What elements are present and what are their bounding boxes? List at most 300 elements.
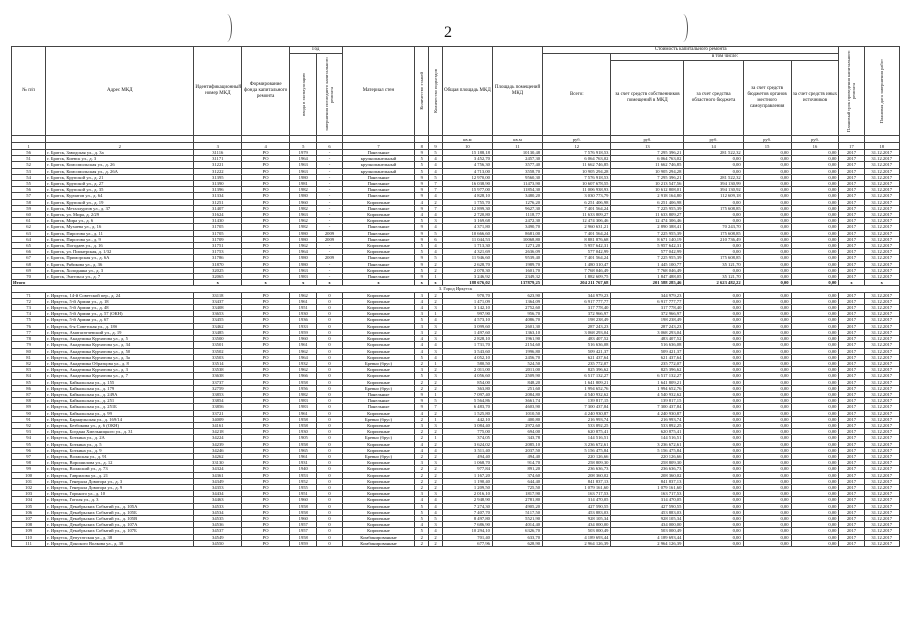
table-cell: г. Иркутск, 5-й Армии ул., д. 48 [46, 305, 194, 311]
table-cell: 0 [317, 305, 342, 311]
table-cell: 2017 [839, 379, 864, 385]
table-cell: 1957 [290, 522, 317, 528]
table-cell: РО [242, 323, 290, 329]
table-cell: 2 [429, 298, 443, 304]
table-cell: 0 [317, 460, 342, 466]
table-cell: 1960 [290, 515, 317, 521]
table-cell: 11854,30 [492, 187, 542, 193]
table-cell: 2017 [839, 472, 864, 478]
table-cell: 3577,40 [492, 162, 542, 168]
table-cell: 0,00 [684, 484, 743, 490]
table-cell: 2017 [839, 391, 864, 397]
table-cell: 108 [12, 522, 46, 528]
table-cell: 34537 [194, 528, 242, 534]
table-cell: 0 [317, 472, 342, 478]
table-cell: Кирпичные [342, 460, 415, 466]
table-cell: 33455 [194, 317, 242, 323]
table-cell: 1980 [290, 193, 317, 199]
table-cell: 2017 [839, 243, 864, 249]
table-cell: 31.12.2017 [864, 156, 900, 162]
table-cell: Кирпичные [342, 212, 415, 218]
table-cell: 82 [12, 360, 46, 366]
table-cell: 0,00 [791, 472, 839, 478]
table-cell: 0,00 [684, 342, 743, 348]
table-cell: 104 [12, 497, 46, 503]
table-cell: 4 [429, 509, 443, 515]
table-cell: 34349 [194, 478, 242, 484]
table-cell: 3 [429, 305, 443, 311]
table-cell: 2017 [839, 509, 864, 515]
table-cell: 0,00 [684, 534, 743, 540]
table-cell: г. Иркутск, Донского Волкова ул., д. 38 [46, 540, 194, 546]
table-cell: Кирпичные [342, 336, 415, 342]
table-cell: 34218 [194, 429, 242, 435]
units-cell [429, 136, 443, 143]
table-cell: 96 [12, 447, 46, 453]
table-cell: 2 [415, 435, 429, 441]
table-cell: 34534 [194, 509, 242, 515]
table-cell: РО [242, 218, 290, 224]
table-cell: 2972,60 [492, 422, 542, 428]
table-cell: г. Иркутск, Байкальская ул., д. 251 [46, 398, 194, 404]
table-cell: 8681,00 [492, 230, 542, 236]
table-cell: 2 [429, 484, 443, 490]
table-cell: 1 [429, 360, 443, 366]
table-cell: 88 [12, 398, 46, 404]
table-cell: 56 [12, 150, 46, 156]
table-cell: РО [242, 156, 290, 162]
table-cell: 0,00 [743, 174, 791, 180]
units-cell: руб. [611, 136, 684, 143]
table-cell: 2 [429, 261, 443, 267]
table-cell: 1961 [290, 342, 317, 348]
table-cell: 0 [317, 354, 342, 360]
table-cell: 2 [415, 540, 429, 546]
table-cell: 1980 [290, 236, 317, 242]
table-cell: г. Иркутск, 14-й Советской пер., д. 24 [46, 292, 194, 298]
table-cell: 1 713,30 [442, 243, 492, 249]
table-cell: 0,00 [743, 212, 791, 218]
table-cell: 2 011,00 [442, 367, 492, 373]
total-cell: 137879,25 [492, 280, 542, 286]
total-cell: x [839, 280, 864, 286]
table-cell: 427 590,55 [543, 503, 611, 509]
table-cell: 54 [12, 174, 46, 180]
table-cell: 5 [415, 503, 429, 509]
table-cell: 5 [415, 515, 429, 521]
table-cell: 434 000,00 [543, 522, 611, 528]
table-cell: 0,00 [791, 342, 839, 348]
table-cell: 2017 [839, 305, 864, 311]
table-cell: 31222 [194, 168, 242, 174]
table-cell: 0,00 [684, 305, 743, 311]
index-cell: 17 [839, 143, 864, 150]
table-cell: 1 497,60 [442, 329, 492, 335]
table-cell: 83 [12, 367, 46, 373]
table-cell: 2 [429, 441, 443, 447]
table-cell: 3 452,70 [442, 156, 492, 162]
table-cell: 1 [429, 435, 443, 441]
table-cell: 4 [429, 354, 443, 360]
table-cell: 34239 [194, 441, 242, 447]
total-cell: 0,00 [791, 280, 839, 286]
table-cell: Кирпичные [342, 199, 415, 205]
table-cell: - [317, 187, 342, 193]
table-cell: Кирпичные [342, 249, 415, 255]
table-cell: 34161 [194, 422, 242, 428]
table-cell: 0,00 [791, 329, 839, 335]
table-cell: г. Братск, Металлургов ул., д. 37 [46, 205, 194, 211]
table-cell: 2017 [839, 150, 864, 156]
table-cell: 4 540 932,62 [543, 391, 611, 397]
table-cell: 0,00 [791, 540, 839, 546]
table-cell: 208 360,02 [543, 472, 611, 478]
table-cell: 0,00 [684, 416, 743, 422]
table-cell: 0,00 [791, 156, 839, 162]
table-cell: 33500 [194, 336, 242, 342]
table-cell: 3 511,40 [442, 447, 492, 453]
table-cell: РО [242, 435, 290, 441]
table-cell: 103 [12, 491, 46, 497]
table-cell: 64 [12, 236, 46, 242]
units-cell [242, 136, 290, 143]
table-cell: Кирпичные [342, 243, 415, 249]
table-cell: г. Иркутск, Академика Курчатова ул., д. 5 [46, 336, 194, 342]
total-cell: x [317, 280, 342, 286]
table-cell: 31116 [194, 150, 242, 156]
table-cell: 2 [429, 199, 443, 205]
table-cell: 31.12.2017 [864, 534, 900, 540]
table-cell: РО [242, 224, 290, 230]
table-cell: 2017 [839, 342, 864, 348]
table-cell: 4 056,60 [442, 373, 492, 379]
table-cell: 0 [317, 404, 342, 410]
table-cell: РО [242, 274, 290, 280]
table-cell: г. Иркутск, Декабрьских Событий ул., д. 105В [46, 515, 194, 521]
units-cell: руб. [743, 136, 791, 143]
table-cell: 1982 [290, 187, 317, 193]
table-header [12, 47, 900, 150]
table-cell: 2 [429, 429, 443, 435]
table-cell: 956,70 [492, 311, 542, 317]
total-cell: 201 588 285,46 [611, 280, 684, 286]
table-cell: 2017 [839, 249, 864, 255]
table-cell: 31.12.2017 [864, 367, 900, 373]
table-cell: г. Братск, Мухаева ул., д. 16 [46, 224, 194, 230]
table-cell: Бревно (брус) [342, 435, 415, 441]
table-cell: 4 [429, 162, 443, 168]
table-cell: 1996,80 [492, 348, 542, 354]
table-cell: 5 [415, 156, 429, 162]
table-cell: г. Иркутск, Барнаульская ул., д. 169/14 [46, 416, 194, 422]
table-cell: РО [242, 236, 290, 242]
table-cell: 98 [12, 460, 46, 466]
table-cell: 4 [429, 317, 443, 323]
table-cell: 15 188,18 [442, 150, 492, 156]
table-cell: 3 [429, 336, 443, 342]
table-cell: 0,00 [743, 540, 791, 546]
table-cell: 633,70 [492, 534, 542, 540]
table-cell: 2 [429, 472, 443, 478]
table-cell: 2017 [839, 236, 864, 242]
table-cell: 914,70 [492, 460, 542, 466]
table-cell: 0,00 [684, 398, 743, 404]
table-cell: 71 [12, 292, 46, 298]
page-number: 2 [444, 24, 452, 41]
table-cell: 503 000,49 [611, 528, 684, 534]
table-cell: 8 671 140,19 [611, 236, 684, 242]
table-cell: крупнопанельный [342, 156, 415, 162]
table-cell: 4 [429, 243, 443, 249]
table-cell: 31.12.2017 [864, 416, 900, 422]
table-cell: 1961,90 [492, 336, 542, 342]
table-cell: 0,00 [743, 466, 791, 472]
table-cell: 4 [429, 168, 443, 174]
table-cell: 4 189 693,44 [611, 534, 684, 540]
table-cell: 258 809,30 [543, 460, 611, 466]
table-cell: Кирпичные [342, 466, 415, 472]
table-cell: 31.12.2017 [864, 249, 900, 255]
table-cell: 2017 [839, 329, 864, 335]
col-header-address: Адрес МКД [46, 47, 194, 136]
table-cell: 0,00 [743, 447, 791, 453]
table-cell: 11 662 746,85 [543, 162, 611, 168]
table-cell: 1 994 652,76 [543, 385, 611, 391]
table-cell: 31.12.2017 [864, 150, 900, 156]
table-cell: 1932 [290, 360, 317, 366]
table-cell: 9 [415, 398, 429, 404]
table-cell: 31.12.2017 [864, 323, 900, 329]
table-cell: 31709 [194, 236, 242, 242]
table-cell: 89 [12, 404, 46, 410]
table-cell: РО [242, 422, 290, 428]
units-cell [415, 136, 429, 143]
table-cell: 78 [12, 336, 46, 342]
units-cell: руб. [684, 136, 743, 143]
table-cell: РО [242, 497, 290, 503]
table-cell: 3 [415, 323, 429, 329]
table-cell: 31.12.2017 [864, 298, 900, 304]
table-cell: 0,00 [684, 243, 743, 249]
table-cell: 33514 [194, 360, 242, 366]
table-cell: Комбинированные [342, 540, 415, 546]
table-cell: 4086,70 [492, 317, 542, 323]
table-cell: 33437 [194, 298, 242, 304]
table-cell: - [317, 274, 342, 280]
table-cell: 0,00 [791, 503, 839, 509]
table-cell: 0,00 [743, 441, 791, 447]
table-cell: 427 590,55 [611, 503, 684, 509]
table-cell: г. Иркутск, Безбокова ул., д. 6 (ОКН) [46, 422, 194, 428]
table-cell: 0,00 [791, 323, 839, 329]
table-cell: 1 [429, 391, 443, 397]
table-cell: РО [242, 311, 290, 317]
table-cell: 31.12.2017 [864, 193, 900, 199]
table-cell: 11 006 938,93 [543, 187, 611, 193]
table-cell: г. Иркутск, 5-й Армии ул., д. 57 (ОКН) [46, 311, 194, 317]
table-cell: 57 [12, 193, 46, 199]
table-cell: 31.12.2017 [864, 391, 900, 397]
table-cell: 94 [12, 435, 46, 441]
table-cell: 509 421,37 [611, 348, 684, 354]
table-cell: г. Иркутск, Аматагатчевский ул., д. 19 [46, 329, 194, 335]
table-cell: 1 190,40 [442, 478, 492, 484]
table-cell: 2017 [839, 348, 864, 354]
table-cell: 580,50 [442, 360, 492, 366]
table-cell: 2084,80 [492, 391, 542, 397]
table-cell: Бревно (брус) [342, 385, 415, 391]
table-cell: 1 079 161,60 [543, 484, 611, 490]
table-cell: 33408 [194, 305, 242, 311]
table-cell: 1980 [290, 230, 317, 236]
table-cell: 2 964 126,39 [543, 540, 611, 546]
table-cell: 2009 [317, 230, 342, 236]
table-cell: 1 641 809,21 [543, 379, 611, 385]
total-cell: x [290, 280, 317, 286]
table-cell: - [317, 224, 342, 230]
table-cell: 2017 [839, 410, 864, 416]
table-cell: 0,00 [791, 360, 839, 366]
table-cell: 0,00 [684, 168, 743, 174]
table-cell: - [317, 243, 342, 249]
table-cell: Панельные [342, 224, 415, 230]
table-cell: 77 [12, 329, 46, 335]
table-cell: Панельные [342, 193, 415, 199]
table-cell: 236 636,73 [611, 466, 684, 472]
table-cell: 91 [12, 416, 46, 422]
table-cell: 1817,90 [492, 491, 542, 497]
table-cell: Комбинированные [342, 534, 415, 540]
table-cell: 0,00 [743, 243, 791, 249]
table-cell: 2 [429, 466, 443, 472]
table-cell: Кирпичные [342, 478, 415, 484]
table-cell: г. Иркутск, Гоголя ул., д. 3 [46, 497, 194, 503]
table-cell: 1 641 809,21 [611, 379, 684, 385]
table-cell: 0,00 [791, 391, 839, 397]
total-cell: x [342, 280, 415, 286]
table-cell: 2 964 126,39 [611, 540, 684, 546]
table-cell: г. Братск, ул. Мира, д. 2/29 [46, 212, 194, 218]
table-cell: 0,00 [743, 224, 791, 230]
table-cell: 0,00 [684, 379, 743, 385]
table-cell: 3 [429, 218, 443, 224]
table-cell: 1964 [290, 249, 317, 255]
table-cell: 31.12.2017 [864, 255, 900, 261]
table-cell: 2 [429, 292, 443, 298]
table-cell: 10 666,60 [442, 230, 492, 236]
table-cell: 2017 [839, 453, 864, 459]
table-cell: 0,00 [743, 292, 791, 298]
table-cell: 0,00 [743, 236, 791, 242]
table-cell: 216 993,74 [611, 416, 684, 422]
table-cell: 2017 [839, 460, 864, 466]
table-cell: Кирпичные [342, 503, 415, 509]
table-cell: 175 608,85 [684, 255, 743, 261]
table-cell: 0,00 [743, 484, 791, 490]
table-cell: 0 [317, 484, 342, 490]
table-cell: 31171 [194, 156, 242, 162]
table-cell: г. Братск, Погодаев ул., д. 16 [46, 243, 194, 249]
repair-program-table [11, 46, 900, 547]
table-cell: 0,00 [791, 261, 839, 267]
table-cell: 0,00 [791, 367, 839, 373]
table-cell: 2009 [317, 255, 342, 261]
table-cell: 33503 [194, 354, 242, 360]
table-cell: 4014,40 [492, 522, 542, 528]
table-cell: 3 [415, 460, 429, 466]
table-cell: 4 [429, 156, 443, 162]
table-cell: 31.12.2017 [864, 261, 900, 267]
table-cell: 4 [429, 249, 443, 255]
table-cell: 2472,30 [492, 218, 542, 224]
table-cell: 453 883,03 [611, 509, 684, 515]
table-cell: г. Иркутск, 5-й Армии ул., д. 67 [46, 317, 194, 323]
table-cell: РО [242, 478, 290, 484]
table-cell: 2017 [839, 429, 864, 435]
table-cell: Кирпичные [342, 367, 415, 373]
index-cell: 10 [442, 143, 492, 150]
table-cell: 7 097,40 [442, 391, 492, 397]
table-cell: 69 [12, 267, 46, 273]
table-cell: - [317, 174, 342, 180]
table-cell: 1364,09 [492, 298, 542, 304]
table-cell: 0,00 [791, 168, 839, 174]
table-cell: 33462 [194, 323, 242, 329]
table-cell: 1965 [290, 447, 317, 453]
table-cell: 1962 [290, 218, 317, 224]
table-cell: 7 295 396,21 [611, 174, 684, 180]
table-cell: 4 240 930,87 [543, 410, 611, 416]
table-cell: 0,00 [684, 367, 743, 373]
table-cell: 0,00 [684, 323, 743, 329]
table-cell: 1 471,09 [442, 298, 492, 304]
table-cell: 0,00 [684, 466, 743, 472]
table-cell: 0,00 [743, 150, 791, 156]
table-cell: 7 401 564,24 [543, 205, 611, 211]
table-cell: 0,00 [684, 472, 743, 478]
table-cell: 4 [415, 298, 429, 304]
table-cell: 3661,74 [492, 398, 542, 404]
table-cell: РО [242, 199, 290, 205]
table-cell: 0,00 [791, 348, 839, 354]
table-cell: 1 445 100,77 [611, 261, 684, 267]
table-cell: г. Братск, Приморская ул., д. 6А [46, 255, 194, 261]
total-cell: x [864, 280, 900, 286]
table-cell: 31.12.2017 [864, 447, 900, 453]
table-cell: 198 238,49 [611, 317, 684, 323]
table-cell: г. Иркутск, Декабрьских Событий ул., д. 107Б [46, 528, 194, 534]
table-cell: 31.12.2017 [864, 478, 900, 484]
table-cell: 372 966,97 [543, 311, 611, 317]
table-cell: РО [242, 187, 290, 193]
table-cell: г. Иркутск, Боткина ул., д. 2А [46, 435, 194, 441]
table-cell: 494,40 [492, 453, 542, 459]
col-header-commission: ввода в эксплуатацию [300, 73, 306, 116]
table-cell: 1960 [290, 336, 317, 342]
table-cell: 2017 [839, 515, 864, 521]
table-cell: крупнопанельный [342, 168, 415, 174]
table-cell: 0,00 [791, 404, 839, 410]
table-cell: Кирпичные [342, 267, 415, 273]
column-index-row [12, 143, 900, 150]
table-cell: 1962 [290, 243, 317, 249]
table-cell: 0,00 [743, 181, 791, 187]
table-cell: 31705 [194, 224, 242, 230]
table-cell: 6 917 777,77 [611, 298, 684, 304]
table-cell: 31.12.2017 [864, 410, 900, 416]
table-cell: 694,00 [492, 429, 542, 435]
table-cell: 628,90 [492, 540, 542, 546]
